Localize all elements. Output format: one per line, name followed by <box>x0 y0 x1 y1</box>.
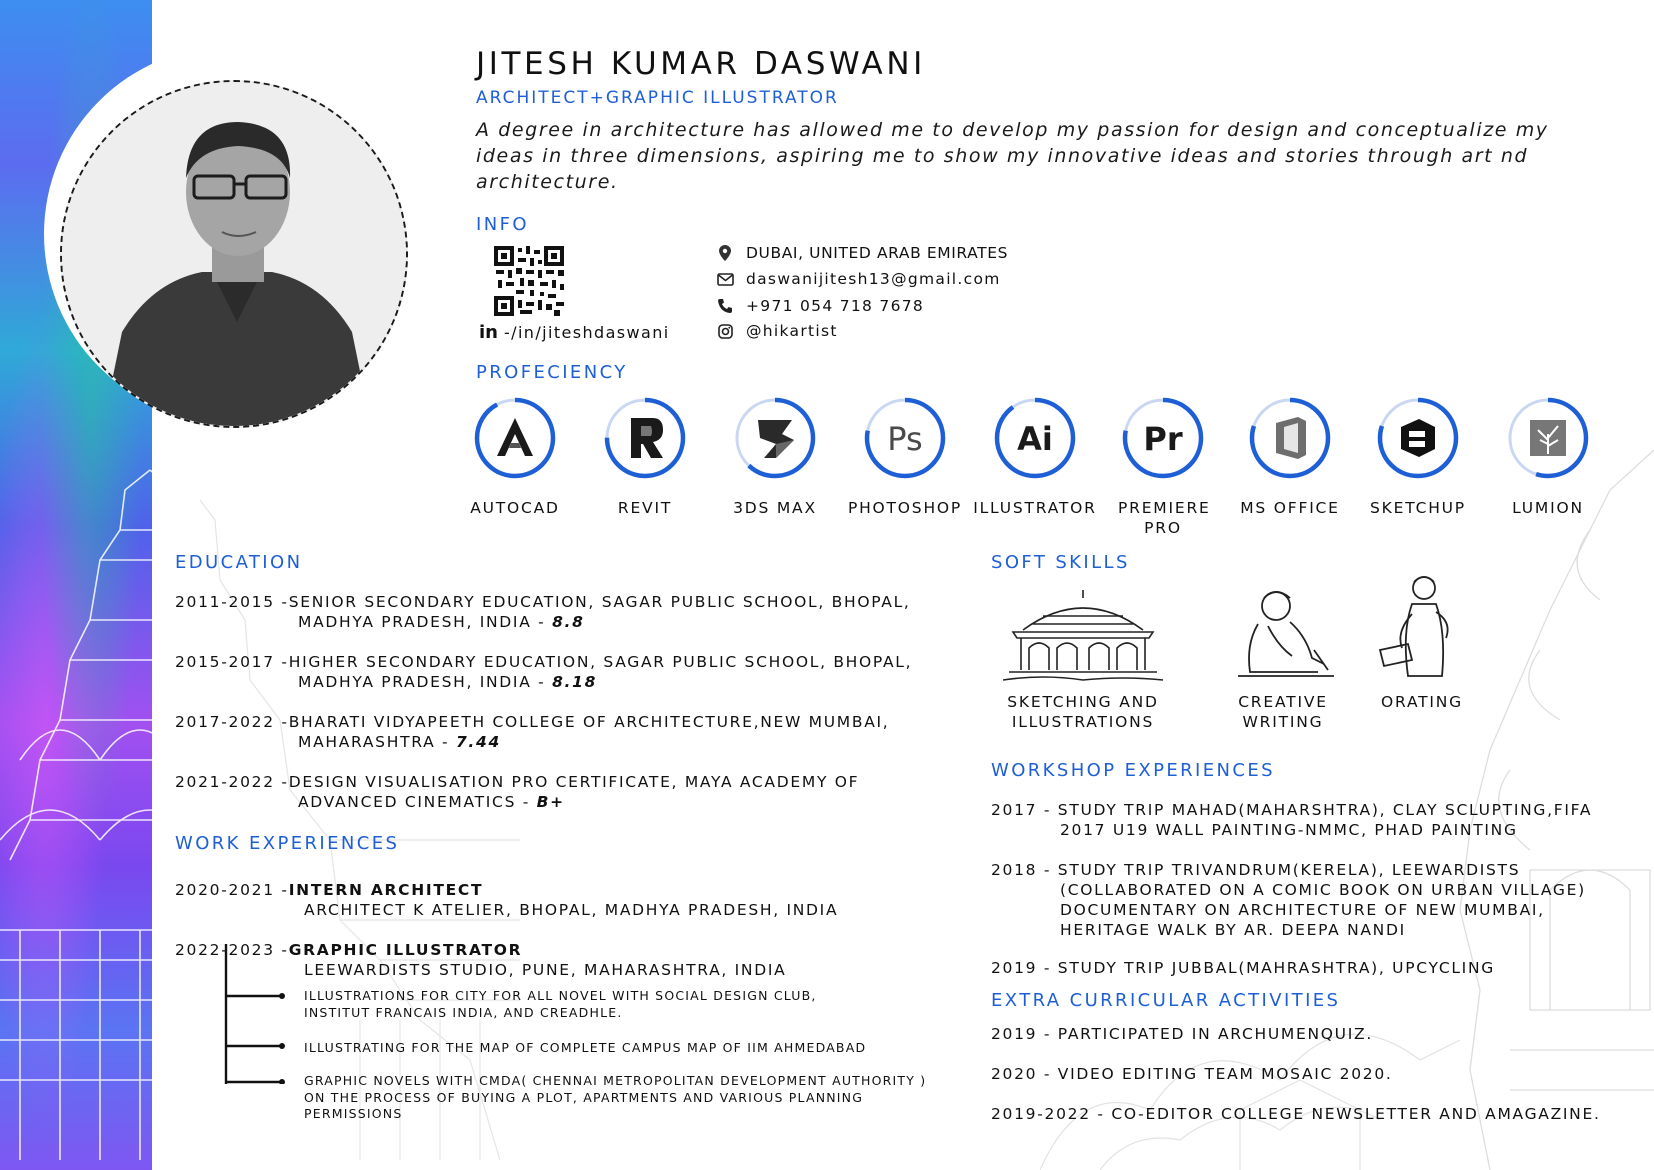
work-role: GRAPHIC ILLUSTRATOR <box>288 941 523 959</box>
work-bullet <box>304 988 817 1021</box>
proficiency-ring <box>993 396 1077 480</box>
workshop-line: 2018 - STUDY TRIP TRIVANDRUM(KERELA), LEEWARDISTS <box>991 861 1521 879</box>
soft-skills-title: SOFT SKILLS <box>991 552 1130 573</box>
work-entry <box>175 880 838 920</box>
proficiency-ring <box>1121 396 1205 480</box>
proficiency-label: AUTOCAD <box>470 499 560 517</box>
revit-logo <box>620 413 670 463</box>
work-bullet-line: ILLUSTRATIONS FOR CITY FOR ALL NOVEL WITH SOCIAL DESIGN CLUB, <box>304 988 817 1003</box>
instagram-text: @hikartist <box>746 322 838 340</box>
writer-sketch-icon <box>1218 584 1348 684</box>
linkedin-handle: -/in/jiteshdaswani <box>503 323 670 342</box>
work-years: 2022-2023 - <box>175 941 289 959</box>
proficiency-label: 3DS MAX <box>733 499 817 517</box>
work-bullet-line: INSTITUT FRANCAIS INDIA, AND CREADHLE. <box>304 1004 623 1020</box>
education-entry <box>175 592 911 632</box>
proficiency-item <box>450 396 580 518</box>
email-text: daswanijitesh13@gmail.com <box>746 270 1001 288</box>
illustrator-logo <box>1010 413 1060 463</box>
work-bullet-line: ON THE PROCESS OF BUYING A PLOT, APARTMENTS AND VARIOUS PLANNING <box>304 1089 864 1105</box>
autocad-logo <box>490 413 540 463</box>
education-line2: MADHYA PRADESH, INDIA - <box>298 673 553 691</box>
instagram-row[interactable] <box>716 322 838 340</box>
person-name: JITESH KUMAR DASWANI <box>476 46 926 82</box>
work-bullet-line: GRAPHIC NOVELS WITH CMDA( CHENNAI METROPOLITAN DEVELOPMENT AUTHORITY ) <box>304 1073 927 1088</box>
education-line1: HIGHER SECONDARY EDUCATION, SAGAR PUBLIC SCHOOL, BHOPAL, <box>288 653 913 671</box>
soft-skill-label-1: SKETCHING AND <box>1007 693 1159 711</box>
education-line1: DESIGN VISUALISATION PRO CERTIFICATE, MAYA ACADEMY OF <box>288 773 860 791</box>
sketchup-logo <box>1393 413 1443 463</box>
proficiency-item <box>710 396 840 518</box>
work-years: 2020-2021 - <box>175 881 289 899</box>
summary-text: A degree in architecture has allowed me to develop my passion for design and conceptualize my ideas in three dimensions, aspiring me to show my innovative ideas and stories through art nd architecture. <box>476 119 1549 193</box>
proficiency-label: REVIT <box>617 499 673 517</box>
qr-code[interactable] <box>494 246 564 316</box>
proficiency-item <box>840 396 970 518</box>
education-years: 2015-2017 - <box>175 653 289 671</box>
education-grade: 7.44 <box>455 733 501 751</box>
extra-entry: 2019 - PARTICIPATED IN ARCHUMENQUIZ. <box>991 1025 1373 1043</box>
email-row[interactable] <box>716 270 1001 288</box>
work-place: ARCHITECT K ATELIER, BHOPAL, MADHYA PRADESH, INDIA <box>304 901 839 919</box>
proficiency-ring <box>1248 396 1332 480</box>
workshop-entry <box>991 860 1586 940</box>
phone-text: +971 054 718 7678 <box>746 297 925 315</box>
premiere-logo <box>1138 413 1188 463</box>
person-role: ARCHITECT+GRAPHIC ILLUSTRATOR <box>476 88 839 108</box>
work-bullet-line: ILLUSTRATING FOR THE MAP OF COMPLETE CAMPUS MAP OF IIM AHMEDABAD <box>304 1040 867 1055</box>
education-line2: MADHYA PRADESH, INDIA - <box>298 613 553 631</box>
soft-skill-label-2: CREATIVE <box>1238 693 1328 711</box>
education-years: 2021-2022 - <box>175 773 289 791</box>
extra-entry: 2019-2022 - CO-EDITOR COLLEGE NEWSLETTER AND AMAGAZINE. <box>991 1105 1601 1123</box>
proficiency-ring <box>603 396 687 480</box>
proficiency-ring <box>1506 396 1590 480</box>
education-line1: SENIOR SECONDARY EDUCATION, SAGAR PUBLIC SCHOOL, BHOPAL, <box>288 593 911 611</box>
education-title: EDUCATION <box>175 552 303 573</box>
work-timeline <box>220 944 290 1084</box>
proficiency-item <box>970 396 1100 518</box>
workshop-line: 2017 - STUDY TRIP MAHAD(MAHARSHTRA), CLAY SCLUPTING,FIFA <box>991 801 1593 819</box>
education-years: 2017-2022 - <box>175 713 289 731</box>
proficiency-ring <box>863 396 947 480</box>
proficiency-label: PHOTOSHOP <box>847 499 963 517</box>
soft-skill-label-2b: WRITING <box>1242 713 1324 731</box>
proficiency-title: PROFECIENCY <box>476 362 628 383</box>
location-text: DUBAI, UNITED ARAB EMIRATES <box>746 244 1009 262</box>
phone-icon <box>716 297 734 315</box>
proficiency-ring <box>733 396 817 480</box>
work-place: LEEWARDISTS STUDIO, PUNE, MAHARASHTRA, INDIA <box>304 961 787 979</box>
education-line2: MAHARASHTRA - <box>298 733 456 751</box>
education-grade: B+ <box>536 793 565 811</box>
3dsmax-logo <box>750 413 800 463</box>
work-bullet-line: PERMISSIONS <box>304 1106 403 1121</box>
svg-text:Ps: Ps <box>887 420 923 458</box>
work-bullet <box>304 1040 866 1057</box>
education-line1: BHARATI VIDYAPEETH COLLEGE OF ARCHITECTURE,NEW MUMBAI, <box>288 713 890 731</box>
workshop-line: DOCUMENTARY ON ARCHITECTURE OF NEW MUMBAI, <box>1060 901 1545 919</box>
linkedin-icon: in <box>479 322 498 343</box>
work-bullet <box>304 1073 926 1123</box>
proficiency-ring <box>473 396 557 480</box>
education-entry <box>175 652 912 692</box>
location-pin-icon <box>716 244 734 262</box>
soft-skill-label-1b: ILLUSTRATIONS <box>1011 713 1155 731</box>
proficiency-label: PREMIERE PRO <box>1118 499 1211 537</box>
soft-skill-writing <box>1218 584 1348 732</box>
proficiency-item <box>1353 396 1483 518</box>
lumion-logo <box>1523 413 1573 463</box>
extra-title: EXTRA CURRICULAR ACTIVITIES <box>991 990 1341 1011</box>
mail-icon <box>716 270 734 288</box>
svg-text:Ai: Ai <box>1017 420 1053 458</box>
location-row <box>716 244 1008 262</box>
education-grade: 8.8 <box>552 613 585 631</box>
proficiency-item <box>580 396 710 518</box>
workshops-title: WORKSHOP EXPERIENCES <box>991 760 1275 781</box>
instagram-icon <box>716 322 734 340</box>
svg-text:Pr: Pr <box>1143 420 1183 458</box>
education-years: 2011-2015 - <box>175 593 289 611</box>
proficiency-label: SKETCHUP <box>1370 499 1466 517</box>
workshop-line: HERITAGE WALK BY AR. DEEPA NANDI <box>1060 921 1406 939</box>
linkedin-row[interactable] <box>479 322 670 343</box>
work-title: WORK EXPERIENCES <box>175 833 400 854</box>
education-grade: 8.18 <box>552 673 598 691</box>
info-title: INFO <box>476 214 529 235</box>
education-line2: ADVANCED CINEMATICS - <box>298 793 537 811</box>
proficiency-ring <box>1376 396 1460 480</box>
phone-row[interactable] <box>716 297 924 315</box>
workshop-entry <box>991 958 1495 978</box>
work-role: INTERN ARCHITECT <box>288 881 484 899</box>
proficiency-item <box>1483 396 1613 518</box>
speaker-sketch-icon <box>1362 584 1482 684</box>
education-entry <box>175 772 859 812</box>
workshop-line: 2017 U19 WALL PAINTING-NMMC, PHAD PAINTING <box>1060 821 1518 839</box>
proficiency-item <box>1225 396 1355 518</box>
workshop-entry <box>991 800 1592 840</box>
dome-sketch-icon <box>1000 584 1166 684</box>
photoshop-logo <box>880 413 930 463</box>
soft-skill-label-3: ORATING <box>1381 693 1463 711</box>
education-entry <box>175 712 889 752</box>
soft-skill-orating <box>1362 584 1482 712</box>
proficiency-label: ILLUSTRATOR <box>973 499 1097 517</box>
proficiency-label: MS OFFICE <box>1240 499 1340 517</box>
workshop-line: (COLLABORATED ON A COMIC BOOK ON URBAN VILLAGE) <box>1060 881 1586 899</box>
extra-entry: 2020 - VIDEO EDITING TEAM MOSAIC 2020. <box>991 1065 1393 1083</box>
msoffice-logo <box>1265 413 1315 463</box>
proficiency-item <box>1098 396 1228 538</box>
profile-photo <box>60 80 408 428</box>
workshop-line: 2019 - STUDY TRIP JUBBAL(MAHRASHTRA), UPCYCLING <box>991 959 1495 977</box>
proficiency-label: LUMION <box>1512 499 1584 517</box>
soft-skill-sketching <box>1000 584 1166 732</box>
